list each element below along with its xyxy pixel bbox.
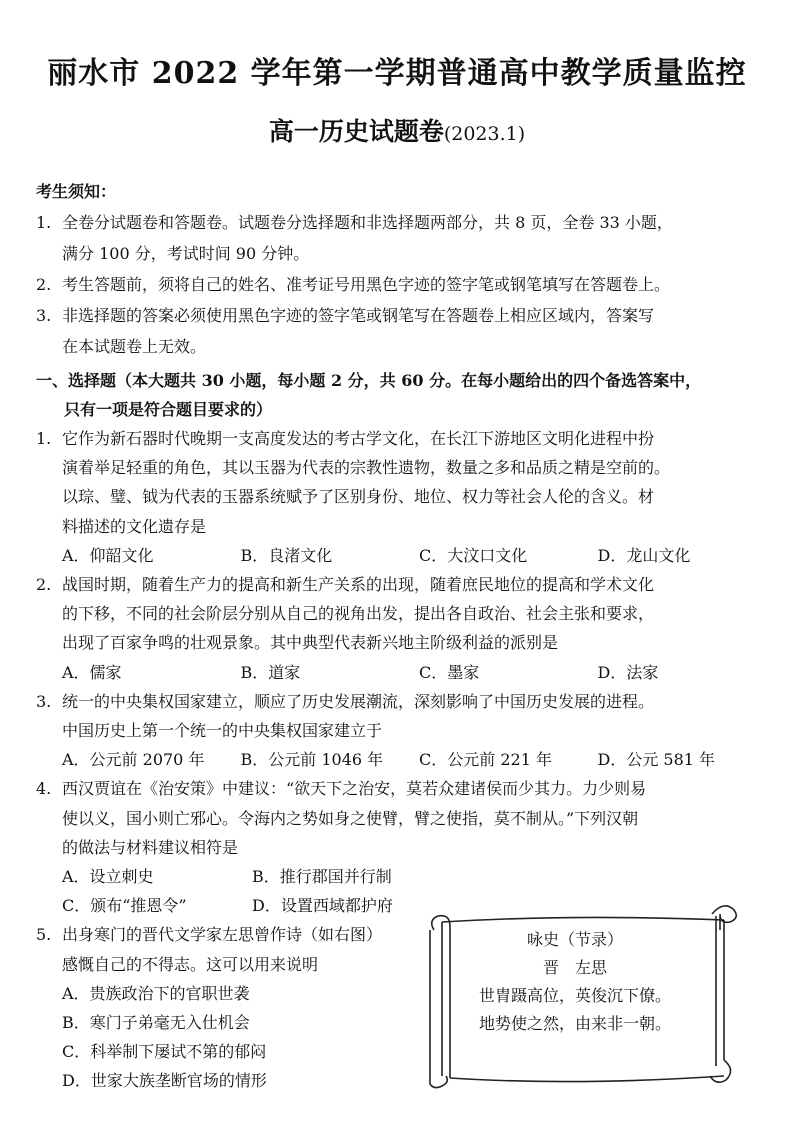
notice-item-line: 考生答题前，须将自己的姓名、准考证号用黑色字迹的签字笔或钢笔填写在答题卷上。 xyxy=(62,275,671,294)
notice-item-number: 3. xyxy=(36,306,52,325)
option-d[interactable]: D．法家 xyxy=(597,662,659,682)
poem-line: 地势使之然，由来非一朝。 xyxy=(478,1014,671,1033)
question-1 xyxy=(36,424,776,541)
notice-item xyxy=(36,300,776,362)
question-options xyxy=(36,658,776,687)
stem-line: 演着举足轻重的角色，其以玉器为代表的宗教性遗物，数量之多和品质之精是空前的。 xyxy=(62,458,671,478)
notice-item xyxy=(36,207,776,269)
option-a[interactable]: A．公元前 2070 年 xyxy=(62,750,205,770)
question-options xyxy=(36,745,776,774)
stem-line: 感慨自己的不得志。这可以用来说明 xyxy=(62,954,319,974)
stem-line: 统一的中央集权国家建立，顺应了历史发展潮流，深刻影响了中国历史发展的进程。 xyxy=(62,691,655,711)
stem-line: 出现了百家争鸣的壮观景象。其中典型代表新兴地主阶级利益的派别是 xyxy=(62,633,559,653)
question-options xyxy=(36,541,776,570)
question-stem xyxy=(62,687,776,745)
option-a[interactable]: A．设立刺史 xyxy=(62,867,154,887)
question-number: 2. xyxy=(36,575,52,595)
question-number: 1. xyxy=(36,429,52,448)
stem-line: 西汉贾谊在《治安策》中建议：“欲天下之治安，莫若众建诸侯而少其力。力少则易 xyxy=(62,779,647,799)
question-5 xyxy=(36,920,416,978)
poem xyxy=(440,926,710,1038)
option-b[interactable]: B．寒门子弟毫无入仕机会 xyxy=(62,1013,250,1033)
year-tag: (2023.1) xyxy=(443,123,526,145)
option-d[interactable]: D．龙山文化 xyxy=(597,545,691,565)
option-a[interactable]: A．贵族政治下的官职世袭 xyxy=(62,983,250,1003)
option-a[interactable]: A．仰韶文化 xyxy=(62,545,154,565)
notice-item-line: 在本试题卷上无效。 xyxy=(62,337,207,356)
question-4 xyxy=(36,774,776,862)
question-stem xyxy=(62,920,416,978)
question-2 xyxy=(36,570,776,658)
question-stem xyxy=(62,424,776,541)
option-b[interactable]: B．道家 xyxy=(240,662,301,682)
exam-subtitle xyxy=(0,112,794,148)
option-c[interactable]: C．科举制下屡试不第的郁闷 xyxy=(62,1042,267,1062)
stem-line: 料描述的文化遗存是 xyxy=(62,516,207,536)
option-b[interactable]: B．良渚文化 xyxy=(240,545,333,565)
option-c[interactable]: C．颁布“推恩令” xyxy=(62,896,187,916)
question-number: 5. xyxy=(36,925,52,945)
poem-title: 咏史（节录） xyxy=(526,930,623,949)
section-heading xyxy=(36,366,776,424)
section-heading-line: 只有一项是符合题目要求的） xyxy=(64,400,273,419)
option-c[interactable]: C．大汶口文化 xyxy=(419,545,528,565)
option-c[interactable]: C．墨家 xyxy=(419,662,480,682)
notice-item-line: 非选择题的答案必须使用黑色字迹的签字笔或钢笔写在答题卷上相应区域内，答案写 xyxy=(62,306,655,325)
stem-line: 中国历史上第一个统一的中央集权国家建立于 xyxy=(62,721,383,741)
candidate-notice xyxy=(36,176,776,362)
option-d[interactable]: D．世家大族垄断官场的情形 xyxy=(62,1071,267,1091)
stem-line: 战国时期，随着生产力的提高和新生产关系的出现，随着庶民地位的提高和学术文化 xyxy=(62,575,655,595)
stem-line: 出身寒门的晋代文学家左思曾作诗（如右图） xyxy=(62,925,383,945)
notice-item-line: 满分 100 分，考试时间 90 分钟。 xyxy=(62,244,310,263)
option-b[interactable]: B．推行郡国并行制 xyxy=(252,867,392,887)
option-b[interactable]: B．公元前 1046 年 xyxy=(240,750,384,770)
notice-item-line: 全卷分试题卷和答题卷。试题卷分选择题和非选择题两部分，共 8 页，全卷 33 小题， xyxy=(62,213,673,232)
question-number: 4. xyxy=(36,779,52,799)
notice-item-number: 2. xyxy=(36,275,52,294)
option-c[interactable]: C．公元前 221 年 xyxy=(419,750,552,770)
question-options xyxy=(36,862,462,891)
question-3 xyxy=(36,687,776,745)
option-a[interactable]: A．儒家 xyxy=(62,662,122,682)
stem-line: 使以义，国小则亡邪心。令海内之势如身之使臂，臂之使指，莫不制从。”下列汉朝 xyxy=(62,808,639,828)
question-number: 3. xyxy=(36,691,52,711)
question-5-block xyxy=(36,920,416,1095)
subtitle-text: 高一历史试题卷 xyxy=(268,117,444,146)
question-stem xyxy=(62,570,776,658)
notice-heading: 考生须知： xyxy=(36,182,117,201)
notice-item xyxy=(36,269,776,300)
stem-line: 以琮、璧、钺为代表的玉器系统赋予了区别身份、地位、权力等社会人伦的含义。材 xyxy=(62,487,655,507)
question-stem xyxy=(62,774,776,862)
poem-line: 世胄蹑高位，英俊沉下僚。 xyxy=(478,986,671,1005)
question-options xyxy=(36,891,462,920)
stem-line: 的做法与材料建议相符是 xyxy=(62,837,239,857)
poem-author: 晋 左思 xyxy=(542,958,607,977)
section-heading-line: 一、选择题（本大题共 30 小题，每小题 2 分，共 60 分。在每小题给出的四个备选答案中， xyxy=(36,371,702,390)
notice-item-number: 1. xyxy=(36,213,52,232)
stem-line: 它作为新石器时代晚期一支高度发达的考古学文化，在长江下游地区文明化进程中扮 xyxy=(62,429,655,448)
option-d[interactable]: D．设置西域都护府 xyxy=(252,896,393,916)
exam-title: 丽水市 2022 学年第一学期普通高中教学质量监控 xyxy=(47,56,747,91)
option-d[interactable]: D．公元 581 年 xyxy=(597,750,716,770)
stem-line: 的下移，不同的社会阶层分别从自己的视角出发，提出各自政治、社会主张和要求， xyxy=(62,604,655,624)
